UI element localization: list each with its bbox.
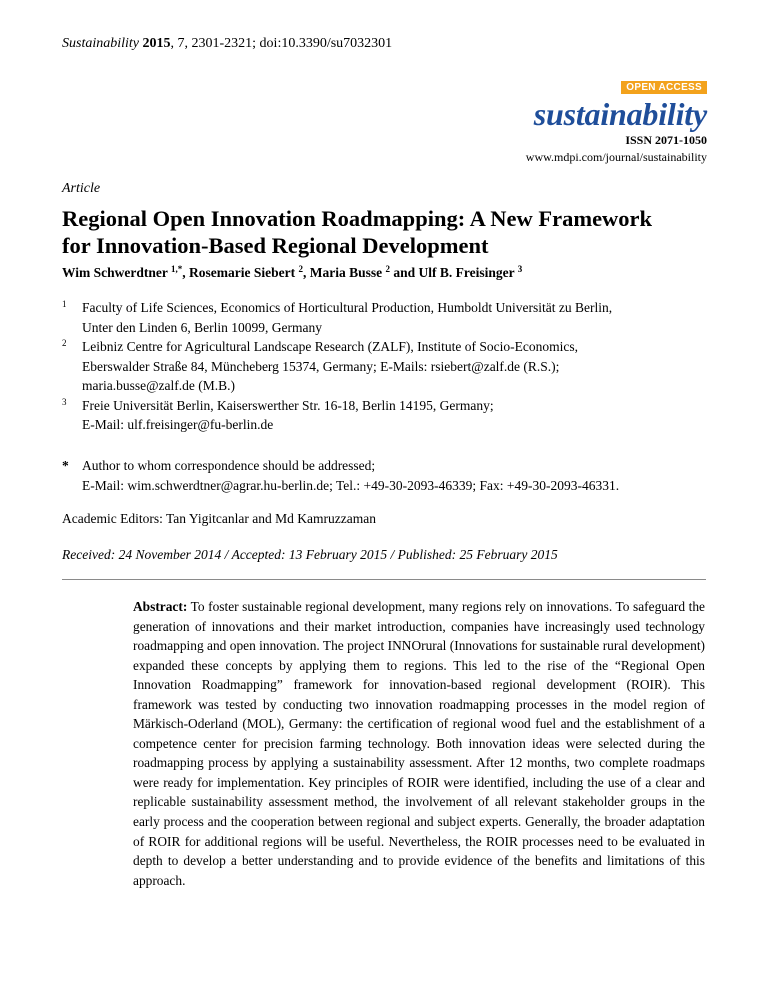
affiliation-item [62, 337, 722, 396]
citation-journal: Sustainability [62, 36, 139, 51]
article-type: Article [62, 181, 101, 196]
affiliation-number: 3 [62, 396, 67, 407]
journal-url[interactable]: www.mdpi.com/journal/sustainability [525, 150, 707, 164]
affiliation-line: E-Mail: ulf.freisinger@fu-berlin.de [82, 417, 274, 432]
issn: ISSN 2071-1050 [625, 133, 707, 147]
affiliation-item [62, 396, 722, 435]
author-name: Maria Busse [309, 265, 383, 280]
author-name: Wim Schwerdtner [62, 265, 168, 280]
citation-year: 2015 [142, 36, 171, 51]
affiliation-number: 1 [62, 299, 67, 309]
affiliation-line: Eberswalder Straße 84, Müncheberg 15374, Germany; E-Mails: rsiebert@zalf.de (R.S.); [82, 358, 560, 374]
affiliation-line: Unter den Linden 6, Berlin 10099, Germany [82, 319, 322, 335]
correspondence-star: * [62, 458, 69, 473]
correspondence-note [62, 456, 742, 495]
author-separator: and [389, 265, 419, 280]
citation-details: , 7, 2301-2321; doi:10.3390/su7032301 [170, 36, 393, 51]
abstract [133, 597, 705, 890]
title-line: Regional Open Innovation Roadmapping: A New Framework [62, 206, 653, 231]
section-divider [62, 579, 706, 580]
affiliation-line: Faculty of Life Sciences, Economics of Horticultural Production, Humboldt Universität zu Berlin, [82, 300, 613, 315]
author-name: Rosemarie Siebert [189, 265, 296, 280]
author-affiliation-marker: 2 [298, 264, 303, 274]
author-affiliation-marker: 3 [517, 264, 523, 274]
article-title [62, 205, 722, 259]
author-list [62, 265, 522, 281]
correspondence-line: E-Mail: wim.schwerdtner@agrar.hu-berlin.de; Tel.: +49-30-2093-46339; Fax: +49-30-2093-46331. [82, 477, 620, 493]
open-access-badge: OPEN ACCESS [621, 81, 707, 94]
affiliation-list [62, 298, 722, 435]
correspondence-line: Author to whom correspondence should be addressed; [82, 458, 376, 473]
affiliation-line: Freie Universität Berlin, Kaiserswerther Str. 16-18, Berlin 14195, Germany; [82, 397, 494, 413]
affiliation-line: Leibniz Centre for Agricultural Landscape Research (ZALF), Institute of Socio-Economics, [82, 339, 578, 354]
affiliation-number: 2 [62, 338, 67, 348]
academic-editors: Academic Editors: Tan Yigitcanlar and Md Kamruzzaman [62, 511, 376, 526]
affiliation-item [62, 298, 722, 337]
author-affiliation-marker: 1,* [171, 264, 183, 274]
journal-logo-text: sustainability [533, 96, 707, 132]
author-affiliation-marker: 2 [385, 264, 390, 274]
abstract-label: Abstract: [133, 599, 188, 614]
author-separator: , [302, 265, 310, 280]
correspondence-text [62, 456, 742, 495]
affiliation-line: maria.busse@zalf.de (M.B.) [82, 378, 236, 393]
author-separator: , [182, 265, 189, 280]
author-name: Ulf B. Freisinger [418, 265, 515, 280]
abstract-text: To foster sustainable regional development, many regions rely on innovations. To safeguard the generation of innovations and their market introduction, companies have increasingly used technology roadmapping and open innovation. The project INNOrural (Innovations for sustainable rural development) expanded these concepts by applying them to regions. This led to the rise of the “Regional Open Innovation Roadmapping” framework for innovation-based regional development (ROIR). This framework was tested by conducting two innovation roadmapping processes in the model region of Märkisch-Oderland (MOL), Germany: the certification of regional wood fuel and the establishment of a competence center for precision farming technology. Both innovation ideas were selected during the roadmapping process by applying a sustainability assessment. After 12 months, two complete roadmaps were ready for implementation. Key principles of ROIR were identified, including the use of a clear and replicable sustainability assessment method, the involvement of all relevant stakeholder groups in the early process and the cooperation between regional and subject experts. Generally, the broader adaptation of ROIR for additional regions will be useful. Nevertheless, the ROIR processes need to be evaluated in depth to develop a better understanding and to provide evidence of the benefits and limitations of this approach. [133, 599, 705, 888]
citation-line [62, 36, 392, 52]
title-line: for Innovation-Based Regional Development [62, 233, 489, 258]
publication-dates: Received: 24 November 2014 / Accepted: 13 February 2015 / Published: 25 February 2015 [62, 547, 558, 562]
